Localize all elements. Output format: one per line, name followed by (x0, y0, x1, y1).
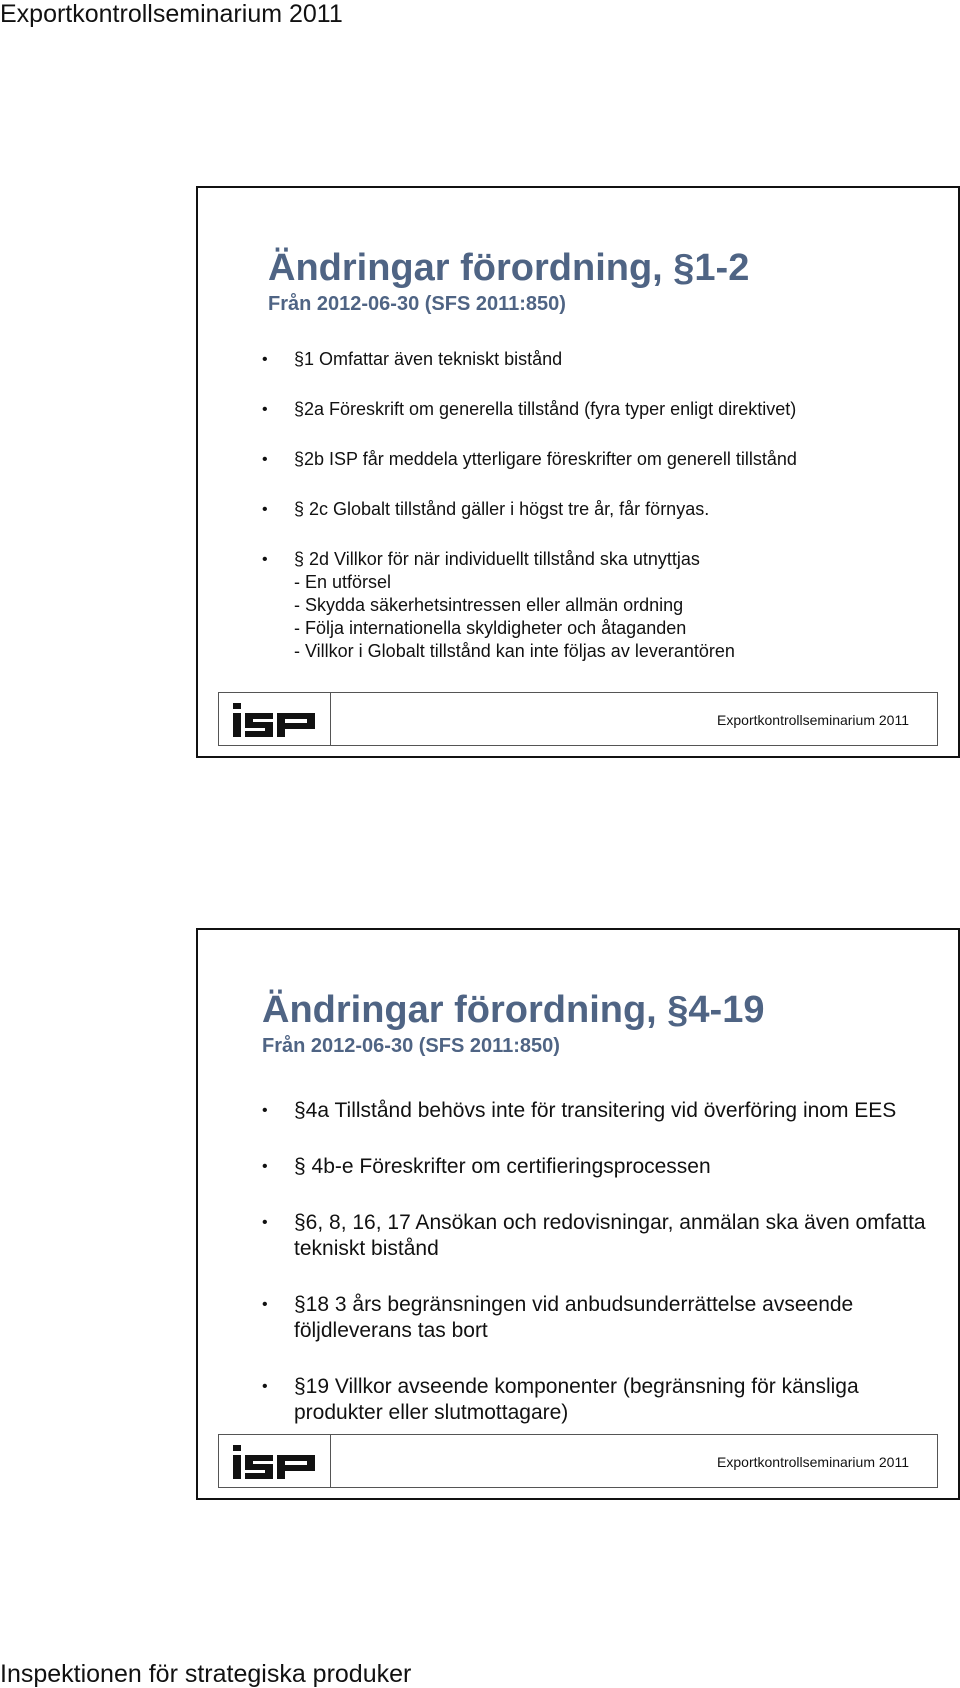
bullet-text: § 4b-e Föreskrifter om certifieringsprocessen (294, 1155, 711, 1178)
bullet-icon: • (262, 401, 268, 418)
slide-title: Ändringar förordning, §1-2 (268, 247, 750, 289)
slide-subtitle: Från 2012-06-30 (SFS 2011:850) (268, 293, 566, 315)
bullet-item (262, 1292, 942, 1344)
slide-subtitle: Från 2012-06-30 (SFS 2011:850) (262, 1035, 560, 1057)
page-footer: Inspektionen för strategiska produker (0, 1660, 412, 1688)
bullet-icon: • (262, 1296, 268, 1313)
bullet-icon: • (262, 1378, 268, 1395)
bullet-item (262, 1210, 942, 1262)
isp-logo-icon (233, 1445, 317, 1479)
slide-footer-text: Exportkontrollseminarium 2011 (717, 712, 909, 728)
bullet-icon: • (262, 551, 268, 568)
bullet-text: § 2d Villkor för när individuellt tillstånd ska utnyttjas - En utförsel - Skydda säkerhetsintressen eller allmän ordning - Följa internationella skyldigheter och åtaganden - Villkor i Globalt tillstånd kan inte följas av leverantören (294, 549, 735, 661)
bullet-text: §4a Tillstånd behövs inte för transitering vid överföring inom EES (294, 1099, 897, 1122)
slide-title: Ändringar förordning, §4-19 (262, 989, 765, 1031)
bullet-icon: • (262, 351, 268, 368)
slide-2 (196, 928, 960, 1500)
bullet-item (262, 1154, 942, 1180)
slide-footer-text: Exportkontrollseminarium 2011 (717, 1454, 909, 1470)
isp-logo (219, 1435, 331, 1487)
bullet-item (262, 448, 942, 471)
bullet-text: §2a Föreskrift om generella tillstånd (fyra typer enligt direktivet) (294, 399, 797, 419)
isp-logo (219, 693, 331, 745)
slide-footer (218, 692, 938, 746)
bullet-text: §6, 8, 16, 17 Ansökan och redovisningar, anmälan ska även omfatta tekniskt bistånd (294, 1211, 926, 1260)
bullet-text: §2b ISP får meddela ytterligare föreskrifter om generell tillstånd (294, 449, 797, 469)
bullet-text: §18 3 års begränsningen vid anbudsunderrättelse avseende följdleverans tas bort (294, 1293, 854, 1342)
bullet-item (262, 1374, 942, 1426)
bullet-icon: • (262, 1102, 268, 1119)
slide-footer (218, 1434, 938, 1488)
bullet-list (262, 348, 942, 690)
bullet-item (262, 498, 942, 521)
slide-1 (196, 186, 960, 758)
isp-logo-icon (233, 703, 317, 737)
page-header: Exportkontrollseminarium 2011 (0, 0, 343, 28)
bullet-text: § 2c Globalt tillstånd gäller i högst tre år, får förnyas. (294, 499, 710, 519)
bullet-icon: • (262, 1214, 268, 1231)
bullet-text: §1 Omfattar även tekniskt bistånd (294, 349, 563, 369)
bullet-list (262, 1098, 942, 1456)
bullet-item (262, 1098, 942, 1124)
bullet-item (262, 398, 942, 421)
bullet-item (262, 548, 942, 663)
bullet-text: §19 Villkor avseende komponenter (begränsning för känsliga produkter eller slutmottagare) (294, 1375, 859, 1424)
bullet-icon: • (262, 501, 268, 518)
bullet-icon: • (262, 451, 268, 468)
bullet-icon: • (262, 1158, 268, 1175)
bullet-item (262, 348, 942, 371)
